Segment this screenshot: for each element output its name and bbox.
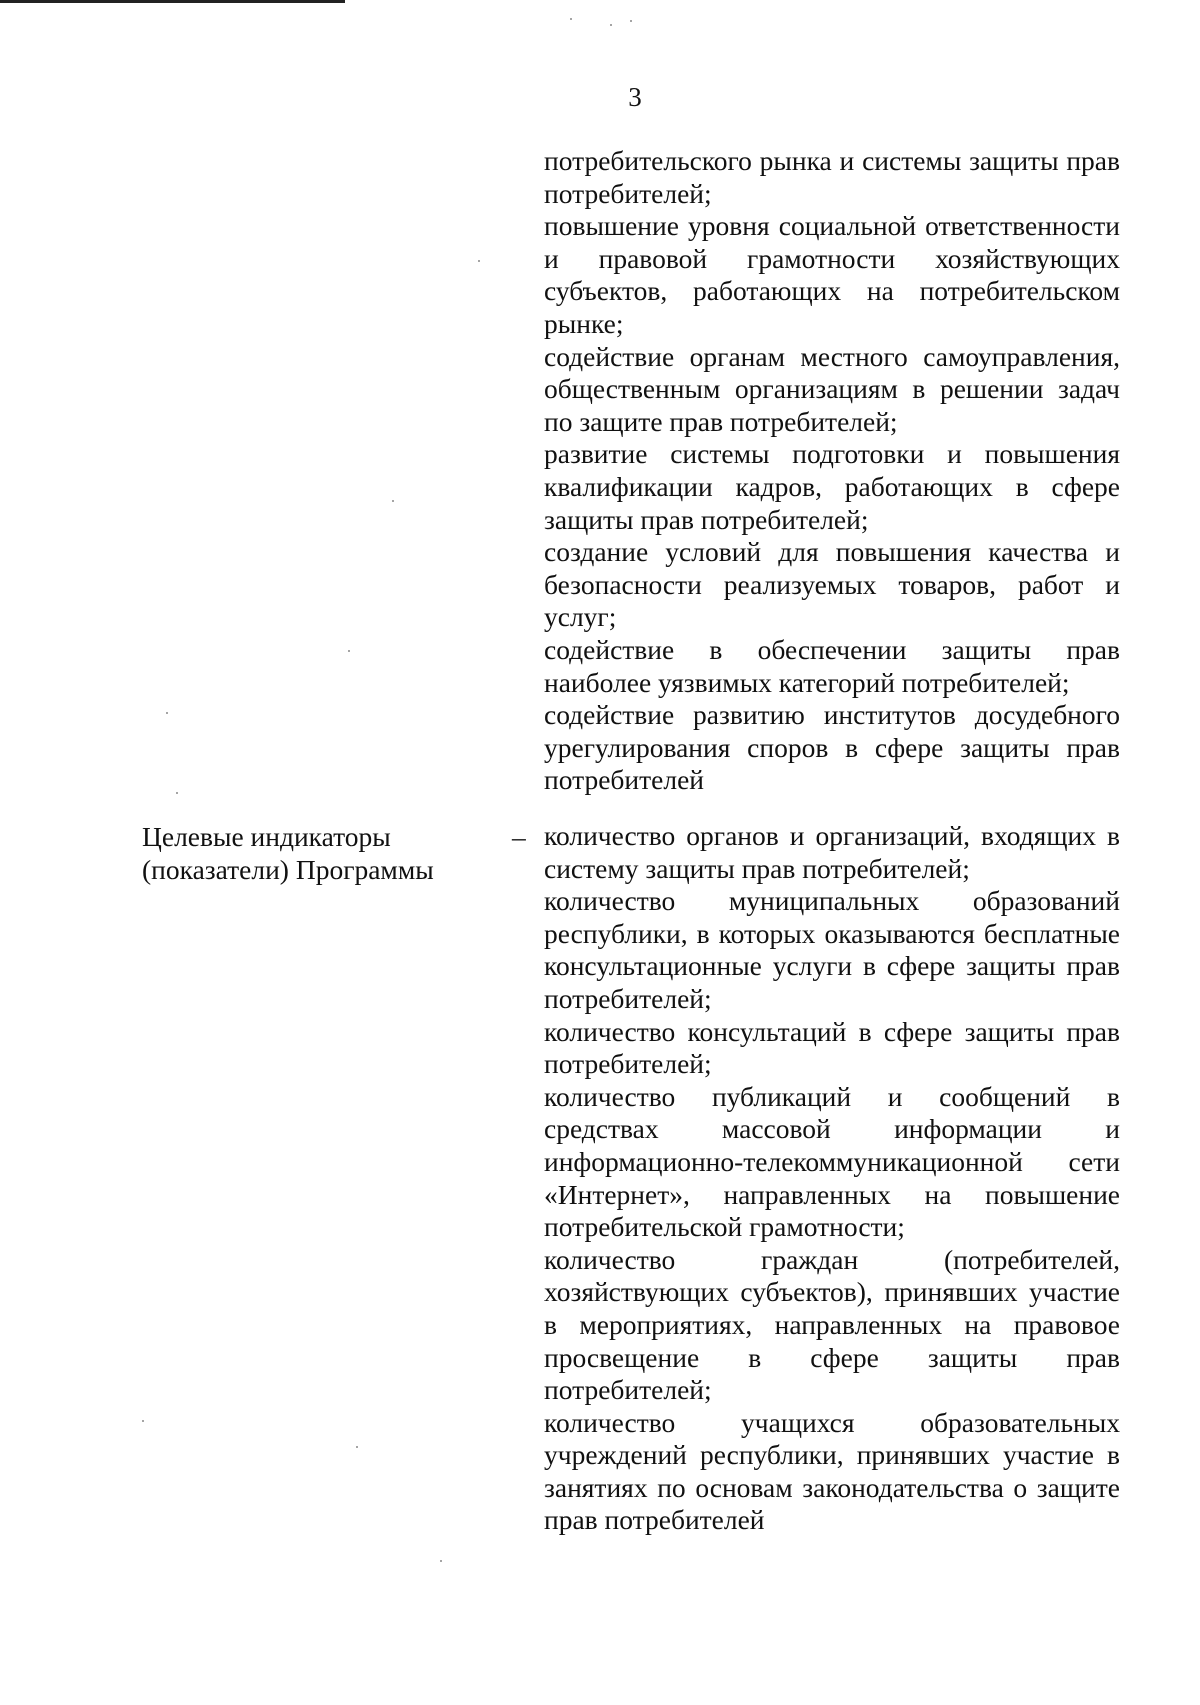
scan-speck [166, 712, 168, 714]
page-number: 3 [628, 82, 642, 112]
goal-item: потребительского рынка и системы защиты прав потребителей; [544, 145, 1120, 209]
indicator-item: количество публикаций и сообщений в средствах массовой информации и информационно-телекоммуникационной сети «Интернет», направленных на повышение потребительской грамотности; [544, 1080, 1120, 1243]
goal-item: развитие системы подготовки и повышения квалификации кадров, работающих в сфере защиты прав потребителей; [544, 438, 1120, 535]
scan-speck [176, 792, 178, 794]
indicators-list [544, 820, 1120, 1537]
top-edge-rule [0, 0, 345, 3]
indicators-label-line1: Целевые индикаторы [142, 821, 391, 852]
goal-item: создание условий для повышения качества и безопасности реализуемых товаров, работ и услуг; [544, 536, 1120, 633]
goal-item: содействие органам местного самоуправления, общественным организациям в решении задач по защите прав потребителей; [544, 340, 1120, 437]
scan-speck [356, 1446, 358, 1448]
scan-speck [392, 500, 394, 502]
scan-speck [478, 260, 480, 262]
indicators-label-line2: (показатели) Программы [142, 854, 434, 885]
scan-speck [570, 18, 572, 20]
scan-speck [348, 650, 350, 652]
goals-continuation [544, 145, 1120, 797]
goal-item: содействие в обеспечении защиты прав наиболее уязвимых категорий потребителей; [544, 633, 1120, 698]
indicator-item: количество граждан (потребителей, хозяйствующих субъектов), принявших участие в мероприятиях, направленных на правовое просвещение в сфере защиты прав потребителей; [544, 1243, 1120, 1406]
scan-speck [630, 20, 632, 22]
indicator-item: количество муниципальных образований республики, в которых оказываются бесплатные консультационные услуги в сфере защиты прав потребителей; [544, 885, 1120, 1014]
scan-speck [610, 24, 612, 26]
goal-item: содействие развитию институтов досудебного урегулирования споров в сфере защиты прав потребителей [544, 699, 1120, 796]
scan-speck [142, 1420, 144, 1422]
indicators-label [142, 820, 502, 886]
indicator-item: количество консультаций в сфере защиты прав потребителей; [544, 1015, 1120, 1080]
scan-speck [440, 1560, 442, 1562]
label-dash: – [512, 821, 526, 852]
indicator-item: количество органов и организаций, входящих в систему защиты прав потребителей; [544, 820, 1120, 884]
goal-item: повышение уровня социальной ответственности и правовой грамотности хозяйствующих субъектов, работающих на потребительском рынке; [544, 210, 1120, 339]
indicator-item: количество учащихся образовательных учреждений республики, принявших участие в занятиях по основам законодательства о защите прав потребителей [544, 1406, 1120, 1536]
